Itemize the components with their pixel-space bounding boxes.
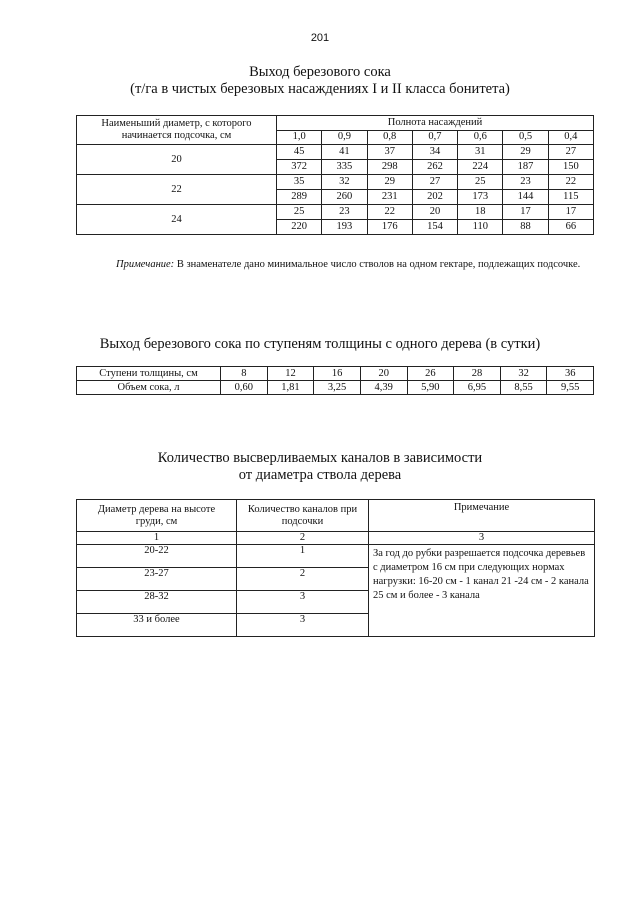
density-cell: 0,5 — [503, 130, 548, 145]
value-cell: 154 — [412, 220, 457, 235]
value-cell: 25 — [458, 175, 503, 190]
value-cell: 41 — [322, 145, 367, 160]
value-cell: 110 — [458, 220, 503, 235]
density-cell: 0,4 — [548, 130, 593, 145]
value-cell: 27 — [412, 175, 457, 190]
value-cell: 9,55 — [547, 381, 594, 395]
note-text: В знаменателе дано минимальное число стволов на одном гектаре, подлежащих подсочке. — [174, 259, 581, 270]
value-cell: 1,81 — [267, 381, 314, 395]
diameter-cell: 22 — [77, 175, 277, 205]
value-cell: 8,55 — [500, 381, 547, 395]
diameter-cell: 33 и более — [77, 614, 237, 637]
channels-table — [76, 499, 595, 637]
value-cell: 23 — [503, 175, 548, 190]
value-cell: 298 — [367, 160, 412, 175]
diameter-cell: 23-27 — [77, 568, 237, 591]
table3-title-line2: от диаметра ствола дерева — [238, 467, 402, 483]
diameter-cell: 24 — [77, 205, 277, 235]
value-cell: 34 — [412, 145, 457, 160]
value-cell: 193 — [322, 220, 367, 235]
value-cell: 372 — [277, 160, 322, 175]
value-cell: 220 — [277, 220, 322, 235]
value-cell: 36 — [547, 367, 594, 381]
value-cell: 37 — [367, 145, 412, 160]
page-number: 201 — [310, 32, 330, 44]
value-cell: 289 — [277, 190, 322, 205]
table1-title-line2: (т/га в чистых березовых насаждениях I и II класса бонитета) — [130, 81, 510, 97]
row-label: Ступени толщины, см — [77, 367, 221, 381]
value-cell: 17 — [548, 205, 593, 220]
value-cell: 12 — [267, 367, 314, 381]
value-cell: 66 — [548, 220, 593, 235]
header-channels: Количество каналов при подсочки — [237, 500, 369, 532]
value-cell: 32 — [500, 367, 547, 381]
value-cell: 4,39 — [360, 381, 407, 395]
value-cell: 23 — [322, 205, 367, 220]
table1-note — [76, 258, 596, 272]
value-cell: 22 — [548, 175, 593, 190]
column-number: 2 — [237, 532, 369, 545]
table3-title-line1: Количество высверливаемых каналов в зависимости — [157, 450, 483, 466]
value-cell: 29 — [503, 145, 548, 160]
value-cell: 3,25 — [314, 381, 361, 395]
header-note: Примечание — [369, 500, 595, 532]
value-cell: 29 — [367, 175, 412, 190]
value-cell: 20 — [412, 205, 457, 220]
channels-cell: 3 — [237, 614, 369, 637]
sap-by-thickness-table — [76, 366, 594, 395]
table-row — [77, 145, 594, 160]
value-cell: 173 — [458, 190, 503, 205]
value-cell: 18 — [458, 205, 503, 220]
table2-title: Выход березового сока по ступеням толщины с одного дерева (в сутки) — [99, 336, 541, 352]
density-cell: 0,7 — [412, 130, 457, 145]
channels-cell: 1 — [237, 545, 369, 568]
value-cell: 8 — [221, 367, 268, 381]
value-cell: 260 — [322, 190, 367, 205]
column-number: 1 — [77, 532, 237, 545]
sap-yield-table — [76, 115, 594, 235]
table-row — [77, 367, 594, 381]
diameter-cell: 20 — [77, 145, 277, 175]
value-cell: 187 — [503, 160, 548, 175]
value-cell: 335 — [322, 160, 367, 175]
channels-cell: 3 — [237, 591, 369, 614]
value-cell: 5,90 — [407, 381, 454, 395]
table-row — [77, 175, 594, 190]
channels-cell: 2 — [237, 568, 369, 591]
value-cell: 17 — [503, 205, 548, 220]
note-cell: За год до рубки разрешается подсочка деревьев с диаметром 16 см при следующих нормах нагрузки: 16-20 см - 1 канал 21 -24 см - 2 канала 25 см и более - 3 канала — [369, 545, 595, 637]
value-cell: 35 — [277, 175, 322, 190]
diameter-cell: 28-32 — [77, 591, 237, 614]
value-cell: 88 — [503, 220, 548, 235]
header-tree-diameter: Диаметр дерева на высоте груди, см — [77, 500, 237, 532]
value-cell: 224 — [458, 160, 503, 175]
density-cell: 1,0 — [277, 130, 322, 145]
value-cell: 144 — [503, 190, 548, 205]
column-number-row — [77, 532, 595, 545]
value-cell: 25 — [277, 205, 322, 220]
value-cell: 28 — [454, 367, 501, 381]
density-cell: 0,9 — [322, 130, 367, 145]
value-cell: 115 — [548, 190, 593, 205]
value-cell: 22 — [367, 205, 412, 220]
table1-title-line1: Выход березового сока — [249, 64, 391, 80]
value-cell: 16 — [314, 367, 361, 381]
row-label: Объем сока, л — [77, 381, 221, 395]
value-cell: 20 — [360, 367, 407, 381]
value-cell: 27 — [548, 145, 593, 160]
table3-title — [0, 450, 640, 484]
table1-title — [0, 64, 640, 98]
value-cell: 6,95 — [454, 381, 501, 395]
column-number: 3 — [369, 532, 595, 545]
value-cell: 202 — [412, 190, 457, 205]
header-density: Полнота насаждений — [277, 116, 594, 131]
density-cell: 0,8 — [367, 130, 412, 145]
value-cell: 32 — [322, 175, 367, 190]
table-row — [77, 381, 594, 395]
header-min-diameter: Наименьший диаметр, с которого начинается подсочка, см — [77, 116, 277, 145]
value-cell: 45 — [277, 145, 322, 160]
value-cell: 31 — [458, 145, 503, 160]
value-cell: 231 — [367, 190, 412, 205]
value-cell: 262 — [412, 160, 457, 175]
value-cell: 26 — [407, 367, 454, 381]
note-lead: Примечание: — [116, 259, 175, 270]
table-row — [77, 205, 594, 220]
value-cell: 176 — [367, 220, 412, 235]
diameter-cell: 20-22 — [77, 545, 237, 568]
density-cell: 0,6 — [458, 130, 503, 145]
value-cell: 150 — [548, 160, 593, 175]
table-row — [77, 545, 595, 568]
value-cell: 0,60 — [221, 381, 268, 395]
